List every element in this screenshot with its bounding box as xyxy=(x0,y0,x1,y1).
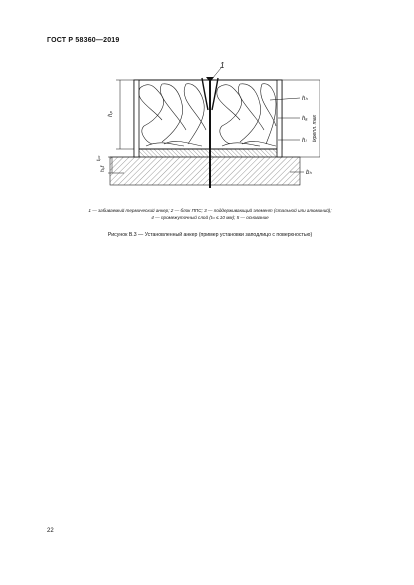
figure-caption: Рисунок В.3 — Установленный анкер (пример установки заподлицо с поверхностью) xyxy=(107,232,313,238)
label-h-l: hₗ xyxy=(302,138,307,144)
label-h-a: hₐ xyxy=(302,116,308,122)
anchor-installation-figure xyxy=(90,60,320,200)
legend-line-2: 4 — промежуточный слой (tₕₗ ≤ 10 мм); 5 — основание xyxy=(151,215,269,220)
dim-h-ef-label: hₑf xyxy=(100,165,106,172)
substrate-base xyxy=(110,157,300,185)
dim-t-int-label: tᵢₙₜ xyxy=(96,155,102,161)
label-h-c: hₕ xyxy=(302,96,308,102)
label-t-fix: tкрепл. max xyxy=(312,114,318,142)
intermediate-layer xyxy=(134,149,282,157)
insulation-block xyxy=(134,80,282,149)
figure-legend xyxy=(60,207,360,221)
document-header: ГОСТ Р 58360—2019 xyxy=(47,37,120,44)
page-number: 22 xyxy=(47,528,54,534)
callout-1-label: 1 xyxy=(220,61,225,70)
support-element-right xyxy=(277,80,282,157)
support-element-left xyxy=(134,80,139,157)
dim-h-p-label: hₚ xyxy=(108,111,114,117)
label-b-c: bₕ xyxy=(306,170,312,176)
legend-line-1: 1 — забиваемый термический анкер; 2 — блок ППС; 3 — поддерживающий элемент (стальной или алюминий); xyxy=(88,208,332,213)
